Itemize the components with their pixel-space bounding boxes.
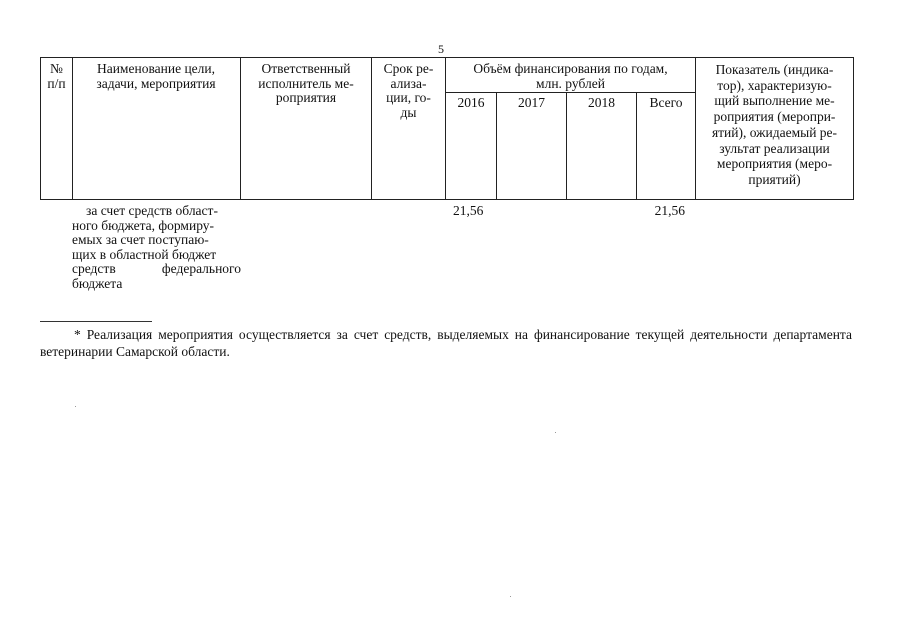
row-name — [72, 204, 241, 291]
header-year-2017: 2017 — [518, 95, 545, 110]
header-indicator: Показатель (индика- тор), характеризую- щий выполнение ме- роприятия (меропри- ятий), ожидаемый ре- зультат реализации мероприятия (меро- приятий) — [711, 62, 838, 187]
table-border-top — [40, 57, 854, 58]
header-name: Наименование цели, задачи, мероприятия — [96, 61, 216, 91]
row-value-total: 21,56 — [654, 203, 685, 218]
funding-header-divider — [445, 92, 695, 93]
row-name-line: за счет средств област- — [86, 203, 218, 218]
row-name-line: щих в областной бюджет — [72, 246, 217, 262]
header-executor: Ответственный исполнитель ме- роприятия — [258, 61, 354, 105]
header-term: Срок ре- ализа- ции, го- ды — [383, 61, 434, 120]
footnote: * Реализация мероприятия осуществляется за счет средств, выделяемых на финансирование текущей деятельности департамента ветеринарии Самарской области. — [40, 327, 852, 359]
scan-speck — [510, 596, 511, 597]
footnote-rule — [40, 321, 152, 322]
row-name-line: средств федерального — [72, 261, 241, 276]
header-num: № п/п — [47, 61, 66, 91]
header-funding: Объём финансирования по годам, млн. рублей — [473, 61, 668, 91]
scan-speck — [555, 432, 556, 433]
page-number: 5 — [438, 42, 444, 56]
header-year-2016: 2016 — [457, 95, 485, 110]
row-name-line: ного бюджета, формиру- — [72, 217, 215, 233]
table-border-bottom — [40, 199, 854, 200]
scan-speck — [75, 406, 76, 407]
row-name-line: бюджета — [72, 275, 123, 291]
row-value-2016: 21,56 — [453, 203, 484, 218]
row-name-line: емых за счет поступаю- — [72, 232, 209, 247]
header-year-2018: 2018 — [588, 95, 615, 110]
table-border-right — [853, 57, 854, 200]
header-total: Всего — [649, 95, 683, 110]
